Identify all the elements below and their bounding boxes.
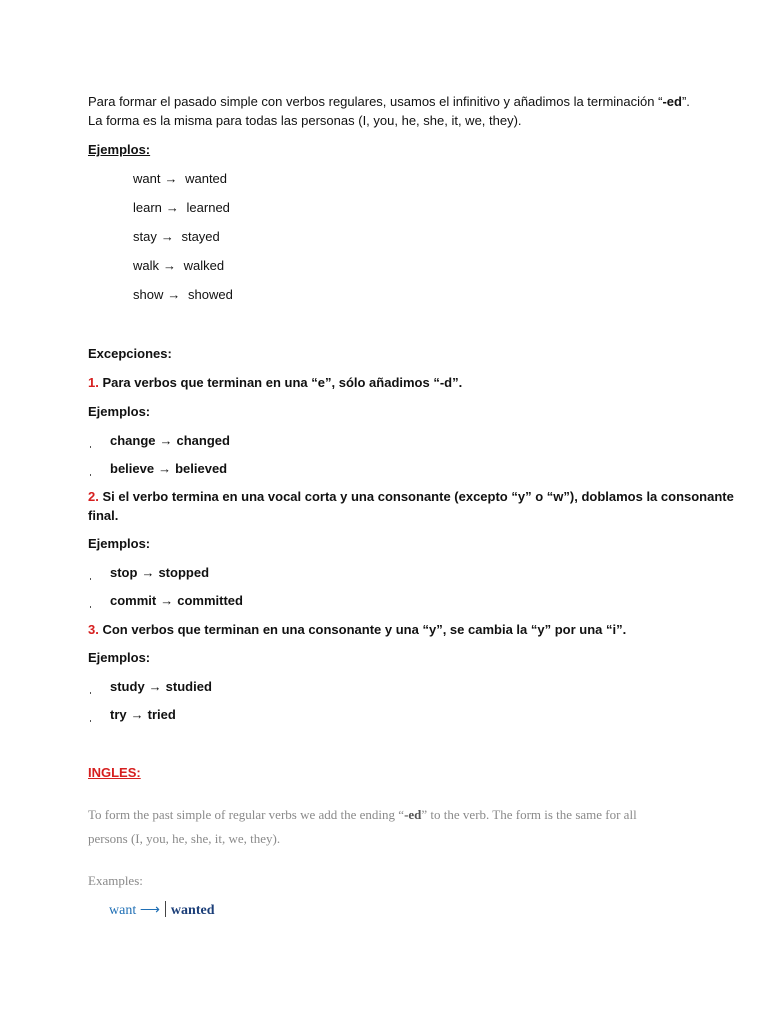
example-row (110, 564, 209, 582)
english-heading: INGLES: (88, 765, 141, 780)
rule-number: 3. (88, 622, 99, 637)
arrow-icon: → (148, 679, 162, 694)
example-row (110, 592, 243, 610)
divider-bar (165, 901, 166, 917)
rule-text: ”. (616, 622, 627, 637)
english-line-1 (88, 806, 637, 824)
example-past: showed (187, 287, 233, 302)
intro-text: Para formar el pasado simple con verbos regulares, usamos el infinitivo y añadimos la terminación “ (88, 94, 663, 109)
rule-letter: e (317, 375, 325, 390)
english-examples-label: Examples: (88, 873, 143, 888)
example-row (133, 170, 227, 188)
english-text: ” to the verb. The form is the same for all (421, 807, 637, 822)
example-row (133, 228, 220, 246)
example-base: change (110, 433, 156, 448)
arrow-icon: → (160, 593, 174, 608)
example-base: stop (110, 565, 138, 580)
bullet-mark (90, 720, 91, 722)
example-base: want (133, 171, 161, 186)
intro-line-2: La forma es la misma para todas las personas (I, you, he, she, it, we, they). (88, 113, 522, 128)
english-example-row (109, 900, 214, 921)
example-past: stopped (158, 565, 210, 580)
intro-line-1 (88, 93, 690, 111)
bullet-mark (90, 578, 91, 580)
examples-heading: Ejemplos: (88, 142, 151, 157)
example-past: tried (147, 707, 176, 722)
english-ending: -ed (404, 807, 422, 822)
rule-2-line-2: final. (88, 508, 119, 523)
example-row (133, 257, 224, 275)
rule-3-examples-label: Ejemplos: (88, 650, 151, 665)
example-row (110, 706, 176, 724)
arrow-icon: → (165, 200, 179, 215)
bullet-mark (90, 692, 91, 694)
rule-letter: y (537, 622, 545, 637)
example-base: commit (110, 593, 157, 608)
rule-text: ”, se cambia la “ (436, 622, 538, 637)
rule-letter: i (612, 622, 617, 637)
example-past: believed (175, 461, 228, 476)
arrow-icon: → (159, 433, 173, 448)
example-past: studied (165, 679, 212, 694)
rule-text: ”), doblamos la consonante (563, 489, 734, 504)
example-base: try (110, 707, 127, 722)
example-row (110, 432, 230, 450)
rule-letter: w (553, 489, 564, 504)
example-base: show (133, 287, 164, 302)
rule-text: ”. (452, 375, 463, 390)
rule-text: ”, sólo añadimos “ (324, 375, 440, 390)
rule-text: Si el verbo termina en una vocal corta y una consonante (excepto “ (98, 489, 518, 504)
rule-number: 1. (88, 375, 99, 390)
example-past: walked (183, 258, 225, 273)
long-arrow-icon: ⟶ (139, 903, 160, 918)
example-base: walk (133, 258, 160, 273)
intro-text-end: ”. (681, 94, 690, 109)
rule-2-line-1 (88, 488, 734, 506)
arrow-icon: → (163, 258, 177, 273)
arrow-icon: → (164, 171, 178, 186)
example-past: wanted (185, 171, 228, 186)
english-line-2: persons (I, you, he, she, it, we, they). (88, 831, 281, 846)
arrow-icon: → (160, 229, 174, 244)
bullet-mark (90, 474, 91, 476)
exceptions-heading: Excepciones: (88, 346, 172, 361)
rule-text: ” por una “ (544, 622, 613, 637)
example-past: learned (186, 200, 230, 215)
bullet-mark (90, 606, 91, 608)
example-base: study (110, 679, 145, 694)
arrow-icon: → (141, 565, 155, 580)
rule-text: Para verbos que terminan en una “ (98, 375, 318, 390)
arrow-icon: → (167, 287, 181, 302)
rule-2-examples-label: Ejemplos: (88, 536, 151, 551)
example-base: stay (133, 229, 157, 244)
rule-text: Con verbos que terminan en una consonante y una “ (98, 622, 429, 637)
rule-text: ” o “ (525, 489, 554, 504)
example-row (133, 199, 230, 217)
arrow-icon: → (158, 461, 172, 476)
rule-1-examples-label: Ejemplos: (88, 404, 151, 419)
example-past: stayed (181, 229, 220, 244)
bullet-mark (90, 446, 91, 448)
english-example-past: wanted (170, 903, 215, 918)
intro-ending: -ed (662, 94, 682, 109)
arrow-icon: → (130, 707, 144, 722)
rule-letter: y (428, 622, 437, 637)
example-base: learn (133, 200, 162, 215)
example-row (110, 678, 212, 696)
english-text: To form the past simple of regular verbs we add the ending “ (88, 807, 405, 822)
example-past: committed (177, 593, 243, 608)
rule-ending: -d (439, 375, 453, 390)
example-base: believe (110, 461, 155, 476)
example-row (133, 286, 233, 304)
rule-1 (88, 374, 462, 392)
example-row (110, 460, 227, 478)
rule-3 (88, 621, 626, 639)
rule-number: 2. (88, 489, 99, 504)
example-past: changed (176, 433, 230, 448)
english-example-base: want (109, 903, 137, 918)
rule-letter: y (517, 489, 526, 504)
